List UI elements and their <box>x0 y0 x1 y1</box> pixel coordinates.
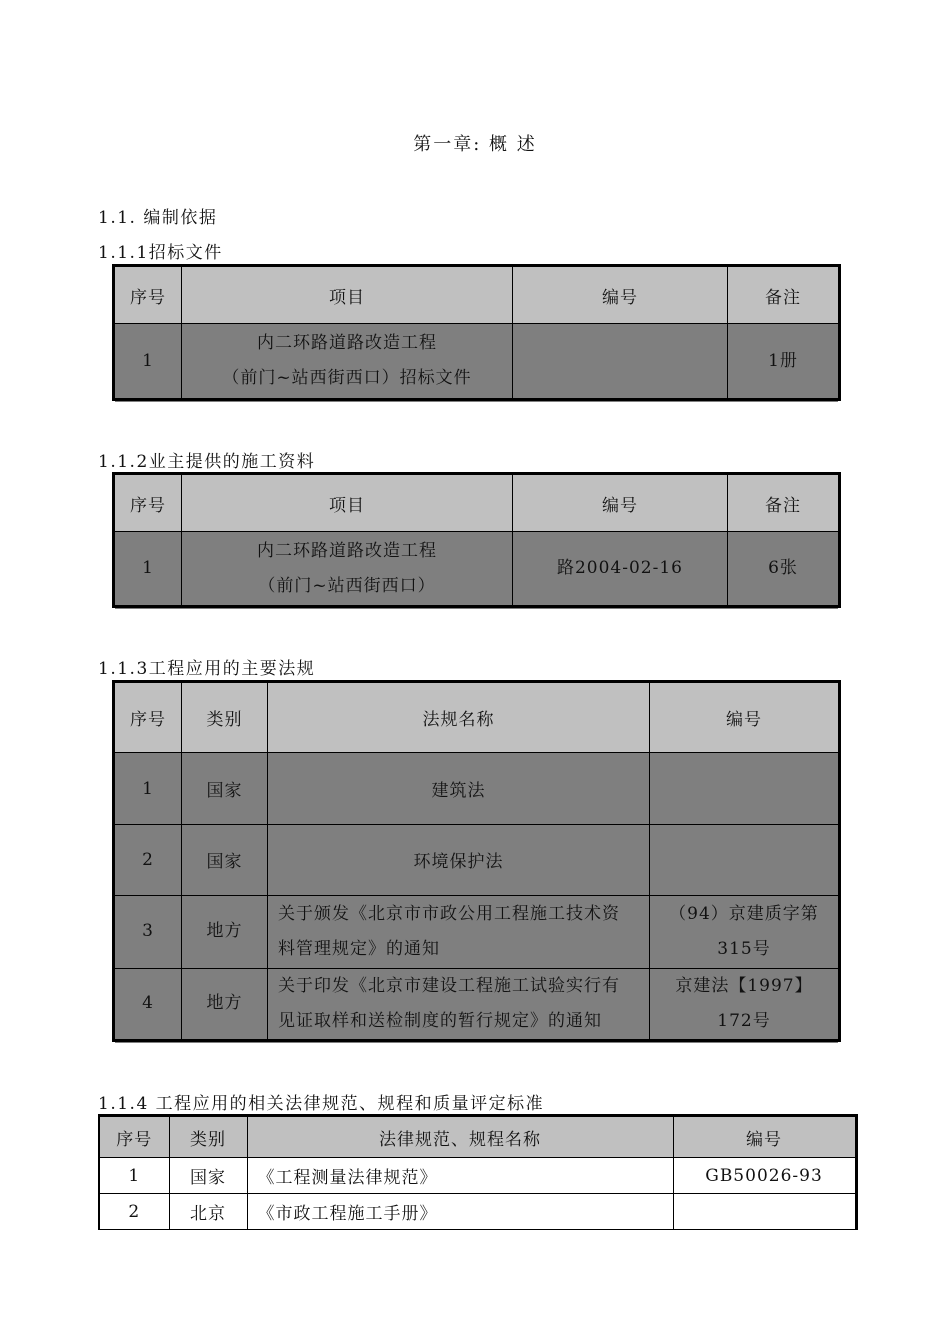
cell-item-line1: 内二环路道路改造工程 <box>257 333 437 353</box>
cell-code <box>673 1194 856 1230</box>
cell-note: 1册 <box>728 324 840 400</box>
table-row <box>114 968 840 1040</box>
cell-no: 1 <box>99 1158 169 1194</box>
cell-code <box>513 324 728 400</box>
cell-category: 地方 <box>182 968 268 1040</box>
page-title: 第一章: 概 述 <box>413 134 537 155</box>
cell-item <box>182 532 513 607</box>
table-row <box>114 532 840 607</box>
header-no: 序号 <box>99 1116 169 1158</box>
header-no: 序号 <box>114 474 182 532</box>
header-name: 法规名称 <box>268 682 650 753</box>
cell-category: 国家 <box>169 1158 247 1194</box>
cell-note: 6张 <box>728 532 840 607</box>
cell-name: 《市政工程施工手册》 <box>247 1194 673 1230</box>
cell-name-line1: 关于印发《北京市建设工程施工试验实行有 <box>278 975 620 996</box>
cell-no: 3 <box>114 896 182 968</box>
cell-name-line2: 见证取样和送检制度的暂行规定》的通知 <box>278 1010 602 1031</box>
cell-name <box>268 896 650 968</box>
table-row <box>99 1158 856 1194</box>
header-category: 类别 <box>182 682 268 753</box>
cell-name: 建筑法 <box>268 753 650 824</box>
cell-name-line1: 关于颁发《北京市市政公用工程施工技术资 <box>278 903 620 924</box>
cell-item <box>182 324 513 400</box>
header-note: 备注 <box>728 474 840 532</box>
cell-code <box>650 824 840 895</box>
cell-category: 地方 <box>182 896 268 968</box>
cell-code-line1: 京建法【1997】 <box>675 975 813 996</box>
table-row <box>99 1194 856 1230</box>
header-item: 项目 <box>182 474 513 532</box>
cell-no: 2 <box>99 1194 169 1230</box>
cell-name: 《工程测量法律规范》 <box>247 1158 673 1194</box>
cell-no: 2 <box>114 824 182 895</box>
cell-no: 1 <box>114 324 182 400</box>
header-code: 编号 <box>513 474 728 532</box>
header-note: 备注 <box>728 266 840 324</box>
owner-documents-table <box>112 472 841 608</box>
cell-code <box>650 753 840 824</box>
table-row <box>114 896 840 968</box>
cell-name <box>268 968 650 1040</box>
header-item: 项目 <box>182 266 513 324</box>
header-no: 序号 <box>114 266 182 324</box>
header-no: 序号 <box>114 682 182 753</box>
cell-code-line1: （94）京建质字第 <box>669 903 819 924</box>
subsection-heading-2: 1.1.2业主提供的施工资料 <box>98 452 316 472</box>
cell-code <box>650 968 840 1040</box>
cell-code: 路2004-02-16 <box>513 532 728 607</box>
subsection-heading-3: 1.1.3工程应用的主要法规 <box>98 659 316 679</box>
cell-code-line2: 315号 <box>717 938 771 959</box>
cell-name-line2: 料管理规定》的通知 <box>278 938 440 959</box>
header-category: 类别 <box>169 1116 247 1158</box>
subsection-heading-4: 1.1.4 工程应用的相关法律规范、规程和质量评定标准 <box>98 1094 545 1114</box>
table-row <box>114 753 840 824</box>
header-name: 法律规范、规程名称 <box>247 1116 673 1158</box>
cell-code <box>650 896 840 968</box>
cell-code: GB50026-93 <box>673 1158 856 1194</box>
cell-item-line2: （前门~站西街西口）招标文件 <box>222 368 472 388</box>
header-code: 编号 <box>650 682 840 753</box>
cell-no: 1 <box>114 532 182 607</box>
bid-documents-table <box>112 264 841 401</box>
cell-category: 国家 <box>182 824 268 895</box>
cell-item-line2: （前门~站西街西口） <box>258 575 436 596</box>
cell-name: 环境保护法 <box>268 824 650 895</box>
cell-code-line2: 172号 <box>717 1010 771 1031</box>
cell-no: 1 <box>114 753 182 824</box>
section-heading: 1.1. 编制依据 <box>98 208 218 228</box>
cell-no: 4 <box>114 968 182 1040</box>
table-row <box>114 324 840 400</box>
table-row <box>114 824 840 895</box>
cell-item-line1: 内二环路道路改造工程 <box>257 540 437 561</box>
header-code: 编号 <box>513 266 728 324</box>
standards-table <box>98 1114 858 1230</box>
header-code: 编号 <box>673 1116 856 1158</box>
main-regulations-table <box>112 680 841 1042</box>
subsection-heading-1: 1.1.1招标文件 <box>98 243 223 263</box>
cell-category: 北京 <box>169 1194 247 1230</box>
cell-category: 国家 <box>182 753 268 824</box>
